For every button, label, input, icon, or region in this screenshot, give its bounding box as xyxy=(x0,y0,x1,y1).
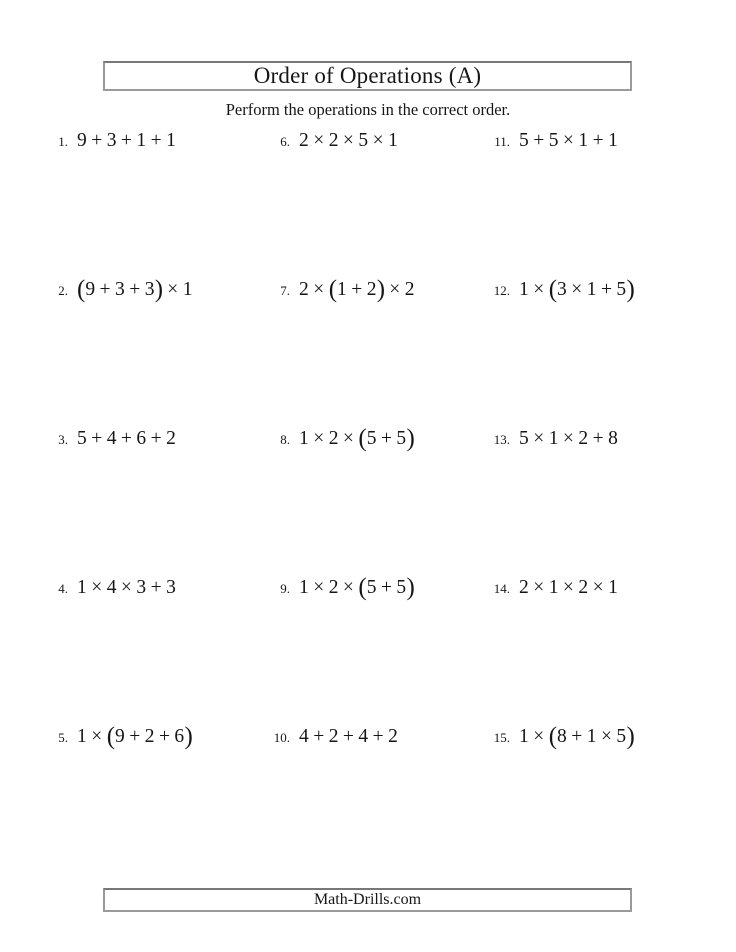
problem-number: 13. xyxy=(493,432,510,447)
problem-item xyxy=(38,127,260,276)
problem-number: 10. xyxy=(273,730,290,745)
problem-item xyxy=(38,425,260,574)
worksheet-footer: Math-Drills.com xyxy=(313,891,422,908)
problem-item xyxy=(480,127,706,276)
problem-expression: (9 + 3 + 3) × 1 xyxy=(77,276,193,304)
problem-expression: 1 × (8 + 1 × 5) xyxy=(519,723,635,751)
problem-item xyxy=(260,276,480,425)
problem-item xyxy=(38,723,260,872)
problem-expression: 2 × 2 × 5 × 1 xyxy=(299,130,399,151)
problem-item xyxy=(38,276,260,425)
problem-expression: 5 + 5 × 1 + 1 xyxy=(519,130,619,151)
problem-item xyxy=(260,723,480,872)
problem-expression: 1 × 2 × (5 + 5) xyxy=(299,425,415,453)
problem-item xyxy=(480,276,706,425)
problem-number: 11. xyxy=(494,134,510,149)
problem-item xyxy=(260,127,480,276)
problem-number: 1. xyxy=(58,134,68,149)
worksheet-title: Order of Operations (A) xyxy=(253,63,482,88)
problem-expression: 5 + 4 + 6 + 2 xyxy=(77,428,177,449)
problem-item xyxy=(38,574,260,723)
problem-number: 2. xyxy=(58,283,68,298)
problem-expression: 1 × (3 × 1 + 5) xyxy=(519,276,635,304)
problem-number: 12. xyxy=(493,283,510,298)
problem-number: 9. xyxy=(280,581,290,596)
worksheet-title-box xyxy=(103,61,632,91)
problem-number: 6. xyxy=(280,134,290,149)
problem-item xyxy=(480,425,706,574)
problem-number: 15. xyxy=(493,730,510,745)
problem-item xyxy=(260,574,480,723)
problem-expression: 4 + 2 + 4 + 2 xyxy=(299,726,399,747)
worksheet-footer-box xyxy=(103,888,632,912)
problems-grid xyxy=(38,127,706,872)
problem-expression: 1 × (9 + 2 + 6) xyxy=(77,723,193,751)
problem-item xyxy=(260,425,480,574)
problem-number: 4. xyxy=(58,581,68,596)
problem-number: 5. xyxy=(58,730,68,745)
problem-number: 7. xyxy=(280,283,290,298)
worksheet-instructions: Perform the operations in the correct order. xyxy=(225,100,511,119)
problem-expression: 1 × 2 × (5 + 5) xyxy=(299,574,415,602)
problem-item xyxy=(480,574,706,723)
problem-expression: 5 × 1 × 2 + 8 xyxy=(519,428,619,449)
problem-number: 8. xyxy=(280,432,290,447)
problem-item xyxy=(480,723,706,872)
problem-expression: 9 + 3 + 1 + 1 xyxy=(77,130,177,151)
problem-number: 14. xyxy=(493,581,510,596)
problem-expression: 2 × (1 + 2) × 2 xyxy=(299,276,415,304)
problem-expression: 2 × 1 × 2 × 1 xyxy=(519,577,619,598)
problem-number: 3. xyxy=(58,432,68,447)
problem-expression: 1 × 4 × 3 + 3 xyxy=(77,577,177,598)
